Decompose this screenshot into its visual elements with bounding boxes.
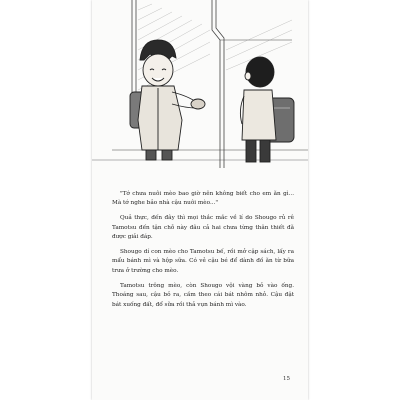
story-text [112, 190, 294, 315]
paragraph-4: Tamotsu trông mèo, còn Shougo vội vàng bỏ vào ống. Thoáng sau, cậu bỏ ra, cầm theo cái bát nhôm nhỏ. Cậu đặt bát xuống đất, đổ sữa rồi thả vụn bánh mì vào. [112, 282, 294, 308]
paragraph-3: Shougo dí con mèo cho Tamotsu bế, rồi mở cặp sách, lấy ra mẩu bánh mì và hộp sữa. Có vẻ cậu bé để dành đồ ăn từ bữa trưa ở trường cho mèo. [112, 249, 294, 274]
paragraph-dialogue: "Tớ chưa nuôi mèo bao giờ nên không biết cho em ăn gì... Mà tớ nghe bảo nhà cậu nuôi mèo..." [112, 191, 294, 207]
boy-left-holding-kitten [130, 40, 205, 160]
page-number: 15 [283, 376, 290, 382]
boy-right-from-behind [240, 57, 294, 162]
illustration-two-boys-with-kitten [92, 0, 308, 168]
paragraph-2: Quả thực, đến đây thì mọi thắc mắc về lí do Shougo rủ rê Tamotsu đến tận chỗ này đâu cả hai chưa từng thân thiết đã được giải đáp. [112, 215, 294, 241]
book-page [92, 0, 308, 400]
